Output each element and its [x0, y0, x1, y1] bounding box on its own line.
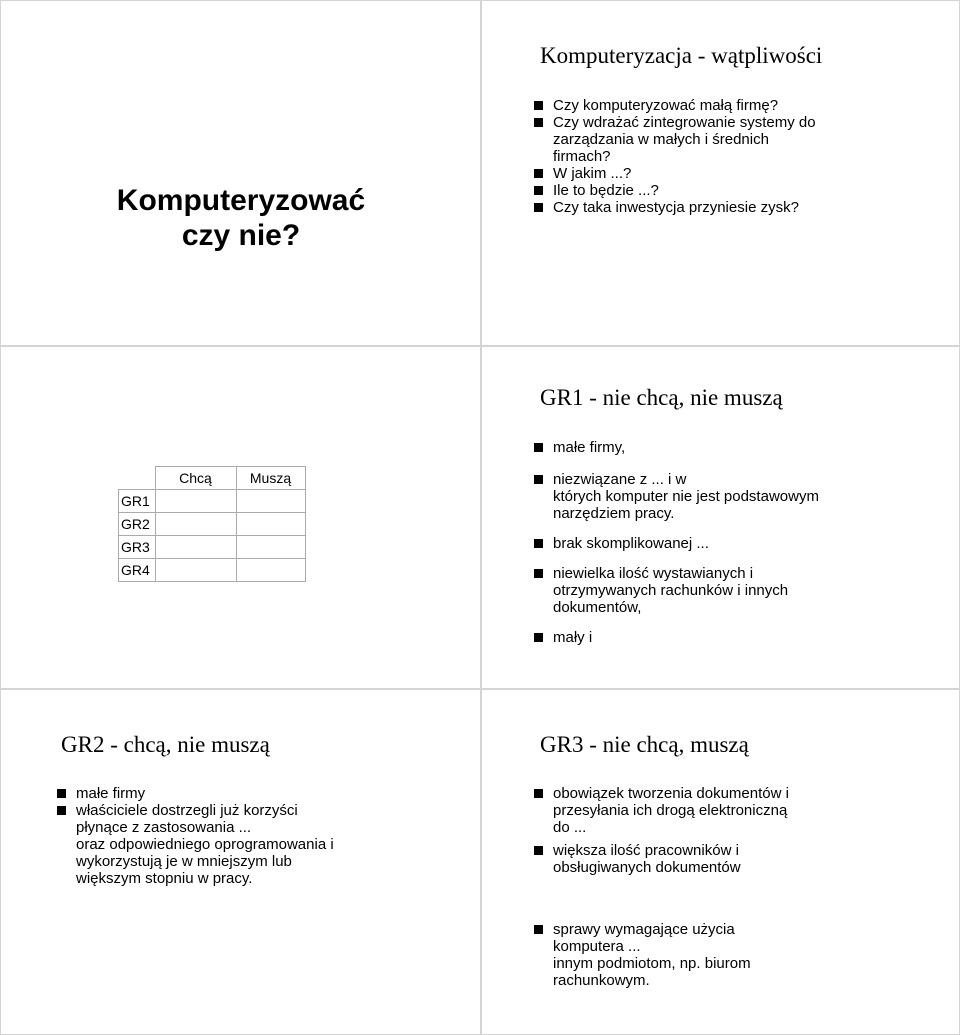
bullet-item: sprawy wymagające użycia komputera ... innym podmiotom, np. biurom rachunkowym. [533, 921, 953, 989]
slide-2-bullets [533, 97, 953, 216]
slide-1-title-line-2: czy nie? [181, 219, 301, 253]
slide-4 [481, 346, 960, 689]
slide-6 [481, 689, 960, 1035]
group-matrix-table [118, 466, 306, 582]
bullet-item: mały i [533, 629, 953, 646]
table-row: GR1 [119, 490, 306, 513]
bullet-item: małe firmy [56, 785, 476, 802]
slide-5-title: GR2 - chcą, nie muszą [61, 732, 270, 757]
table-header-chca: Chcą [155, 467, 236, 490]
table-header-musza: Muszą [236, 467, 305, 490]
bullet-item: właściciele dostrzegli już korzyści płynące z zastosowania ... oraz odpowiedniego oprogramowania i wykorzystują je w mniejszym lub większym stopniu w pracy. [56, 802, 476, 887]
bullet-item: Czy taka inwestycja przyniesie zysk? [533, 199, 953, 216]
table-row: GR2 [119, 513, 306, 536]
bullet-item: obowiązek tworzenia dokumentów i przesyłania ich drogą elektroniczną do ... [533, 785, 953, 836]
slide-4-title: GR1 - nie chcą, nie muszą [540, 385, 783, 410]
slide-4-content-clip [482, 347, 960, 653]
slide-6-title: GR3 - nie chcą, muszą [540, 732, 749, 757]
slide-6-bullets-bottom [533, 921, 953, 989]
slide-3 [0, 346, 481, 689]
slide-2 [481, 0, 960, 346]
slide-4-bullets [533, 439, 953, 646]
slide-5-bullets [56, 785, 476, 887]
bullet-item: małe firmy, [533, 439, 953, 456]
bullet-item: Czy komputeryzować małą firmę? [533, 97, 953, 114]
table-row: GR4 [119, 559, 306, 582]
slide-2-title: Komputeryzacja - wątpliwości [540, 43, 823, 68]
slide-5 [0, 689, 481, 1035]
bullet-item: Czy wdrażać zintegrowanie systemy do zarządzania w małych i średnich firmach? [533, 114, 953, 165]
table-row: GR3 [119, 536, 306, 559]
bullet-item: niewielka ilość wystawianych i otrzymywanych rachunków i innych dokumentów, [533, 565, 953, 616]
bullet-item: większa ilość pracowników i obsługiwanych dokumentów [533, 842, 953, 876]
slide-6-bullets-top [533, 785, 953, 876]
bullet-item: Ile to będzie ...? [533, 182, 953, 199]
bullet-item: niezwiązane z ... i w których komputer nie jest podstawowym narzędziem pracy. [533, 471, 953, 522]
bullet-item: brak skomplikowanej ... [533, 535, 953, 552]
slide-1-title-line-1: Komputeryzować [116, 184, 366, 217]
slide-1-title [41, 183, 441, 254]
bullet-item: W jakim ...? [533, 165, 953, 182]
slide-1 [0, 0, 481, 346]
